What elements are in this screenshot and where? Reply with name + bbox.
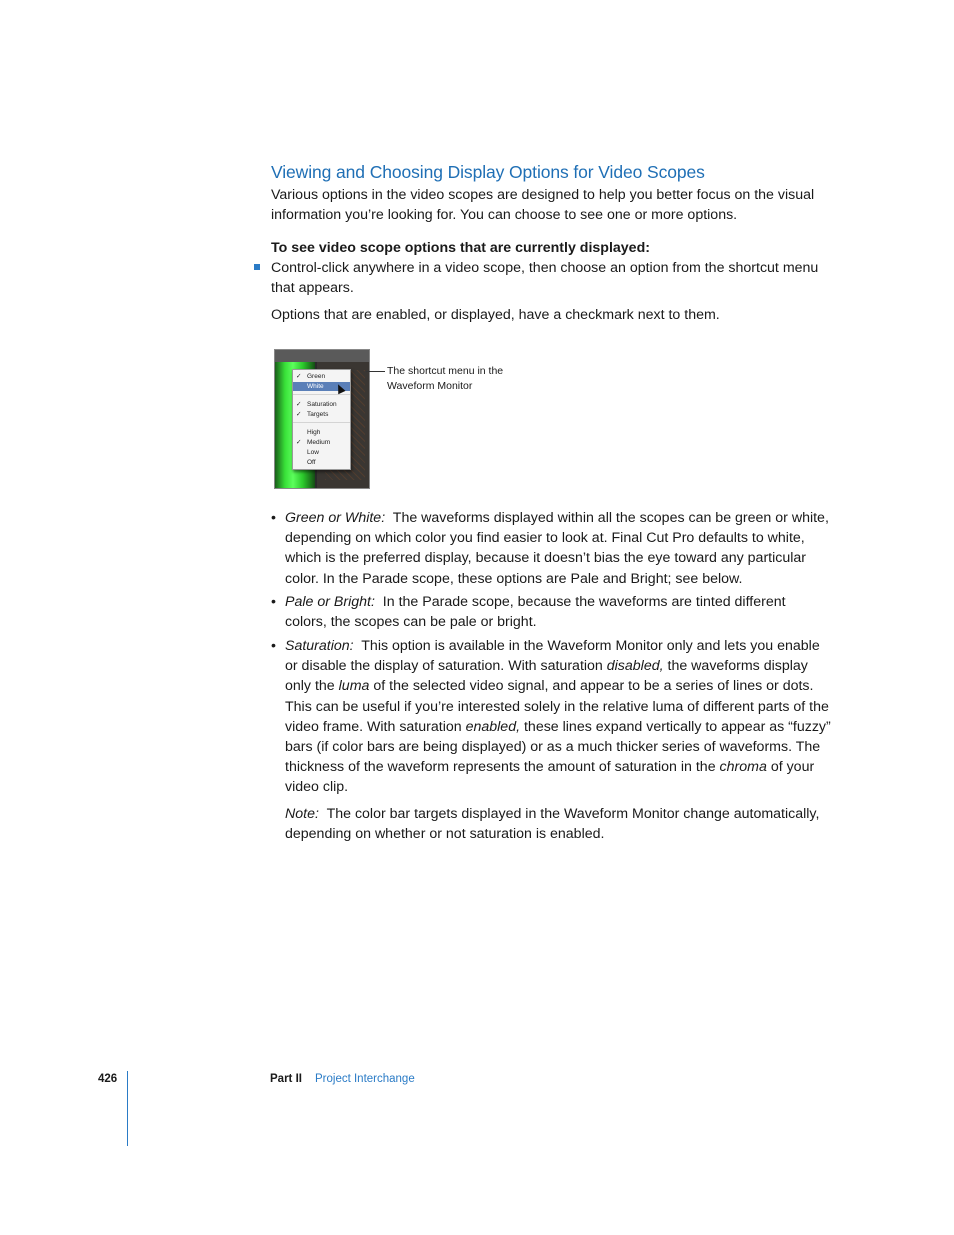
task-heading: To see video scope options that are currently displayed: [271,240,650,256]
footer-rule [127,1071,128,1146]
bullet-dot: • [271,594,276,610]
step-text: Control-click anywhere in a video scope, then choose an option from the shortcut menu that appears. [271,260,819,297]
bullet-green-or-white: Green or White: The waveforms displayed within all the scopes can be green or white, depending on which color you find easier to look at. Final Cut Pro defaults to white, which is the preferred display, because it doesn’t bias the eye toward any particular color. In the Parade scope, these options are Pale and Bright; see below. [285,510,829,587]
footer-part-title[interactable]: Project Interchange [315,1073,415,1085]
checkmark-icon: ✓ [296,439,302,446]
step-bullet-icon [254,264,260,270]
intro-paragraph: Various options in the video scopes are designed to help you better focus on the visual information you’re looking for. You can choose to see one or more options. [271,187,815,224]
menu-item-targets[interactable]: ✓ Targets [296,411,329,418]
bullet-saturation: Saturation: This option is available in the Waveform Monitor only and lets you enable or disable the display of saturation. With saturation disabled, the waveforms display only the luma of the selected video signal, and appear to be a series of lines or dots. This can be useful if you’re interested solely in the relative luma of different parts of the video frame. With saturation enabled, these lines expand vertically to appear as “fuzzy” bars (if color bars are being displayed) or as a much thicker series of waveforms. The thickness of the waveform represents the amount of saturation in the chroma of your video clip. [285,638,831,796]
bullet-pale-or-bright: Pale or Bright: In the Parade scope, because the waveforms are tinted different colors, the scopes can be pale or bright. [285,594,786,631]
menu-item-off[interactable]: Off [307,459,316,466]
menu-item-green[interactable]: ✓ Green [296,373,326,380]
step-note: Options that are enabled, or displayed, have a checkmark next to them. [271,307,720,323]
checkmark-icon: ✓ [296,401,302,408]
callout-leader-line [366,371,385,372]
footer-part: Part II [270,1073,302,1085]
menu-item-high[interactable]: High [307,429,321,436]
note-paragraph: Note: The color bar targets displayed in the Waveform Monitor change automatically, depending on whether or not saturation is enabled. [285,806,820,843]
menu-separator [293,422,350,423]
scope-header [275,350,369,362]
menu-item-low[interactable]: Low [307,449,319,456]
figure-callout: The shortcut menu in the Waveform Monitor [387,365,504,392]
checkmark-icon: ✓ [296,411,302,418]
menu-item-medium[interactable]: ✓ Medium [296,439,331,446]
page-number: 426 [98,1073,118,1085]
menu-separator [293,394,350,395]
bullet-dot: • [271,638,276,654]
checkmark-icon: ✓ [296,373,302,380]
menu-item-saturation[interactable]: ✓ Saturation [296,401,337,408]
section-heading: Viewing and Choosing Display Options for Video Scopes [271,162,705,182]
bullet-dot: • [271,510,276,526]
menu-item-white[interactable]: White [293,382,350,391]
